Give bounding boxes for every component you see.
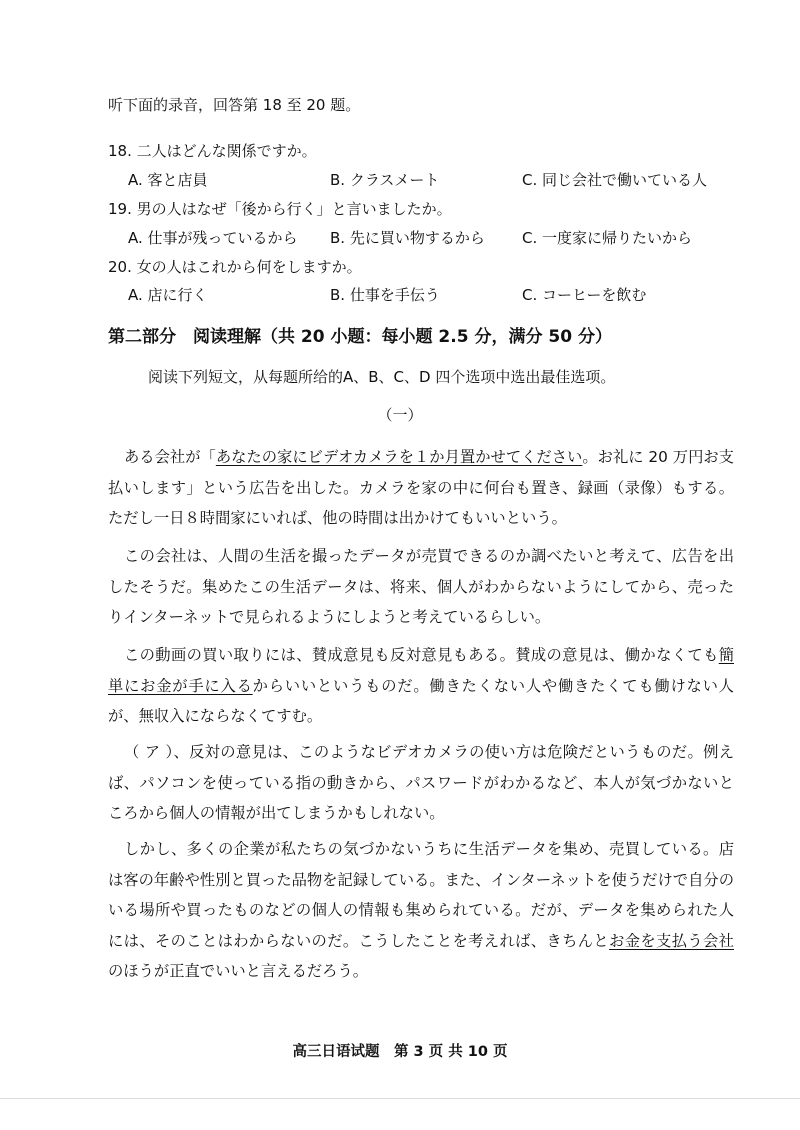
listening-intro: 听下面的录音，回答第 18 至 20 题。 <box>108 96 361 114</box>
paragraph-text: ある会社が「 <box>124 448 216 466</box>
question-20-option-a: A. 店に行く <box>128 286 208 304</box>
question-18-stem: 18. 二人はどんな関係ですか。 <box>108 142 317 160</box>
passage-paragraph-3 <box>108 640 734 732</box>
question-20-stem: 20. 女の人はこれから何をしますか。 <box>108 258 362 276</box>
question-19-option-a: A. 仕事が残っているから <box>128 229 298 247</box>
paragraph-text: からいいというものだ。働きたくない人や働きたくても働けない人が、無収入にならなくてすむ。 <box>108 676 734 725</box>
question-20-option-b: B. 仕事を手伝う <box>330 286 440 304</box>
underlined-phrase: 簡単にお金が手に入る <box>108 646 734 695</box>
underlined-phrase: あなたの家にビデオカメラを１か月置かせてください <box>215 448 583 466</box>
paragraph-text: 。お礼に 20 万円お支払いします」という広告を出した。カメラを家の中に何台も置き、録画（录像）もする。ただし一日８時間家にいれば、他の時間は出かけてもいいという。 <box>108 448 734 527</box>
page-footer: 高三日语试题 第 3 页 共 10 页 <box>292 1044 508 1060</box>
passage-paragraph-4 <box>108 737 734 829</box>
paragraph-text: この会社は、人間の生活を撮ったデータが売買できるのか調べたいと考えて、広告を出したそうだ。集めたこの生活データは、将来、個人がわからないようにしてから、売ったりインターネットで見られるようにしようと考えているらしい。 <box>108 547 734 626</box>
paragraph-text: のほうが正直でいいと言えるだろう。 <box>108 962 369 980</box>
question-18-option-c: C. 同じ会社で働いている人 <box>522 171 708 189</box>
section-title: 第二部分 阅读理解（共 20 小题：每小题 2.5 分，满分 50 分） <box>108 327 612 347</box>
passage-number: （一） <box>377 406 423 424</box>
question-18-option-b: B. クラスメート <box>330 171 440 189</box>
passage-paragraph-5 <box>108 834 734 987</box>
passage-paragraph-2 <box>108 541 734 633</box>
question-18-option-a: A. 客と店員 <box>128 171 208 189</box>
question-19-option-b: B. 先に買い物するから <box>330 229 485 247</box>
question-19-stem: 19. 男の人はなぜ「後から行く」と言いましたか。 <box>108 200 452 218</box>
paragraph-text: この動画の買い取りには、賛成意見も反対意見もある。賛成の意見は、働かなくても <box>124 646 719 664</box>
passage-paragraph-1 <box>108 442 734 534</box>
reading-instruction: 阅读下列短文，从每题所给的A、B、C、D 四个选项中选出最佳选项。 <box>148 368 616 386</box>
paragraph-text: しかし、多くの企業が私たちの気づかないうちに生活データを集め、売買している。店は客の年齢や性別と買った品物を記録している。また、インターネットを使うだけで自分のいる場所や買ったものなどの個人の情報も集められている。だが、データを集められた人には、そのことはわからないのだ。こうしたことを考えれば、きちんと <box>108 840 734 950</box>
paragraph-text: （ ア ）、反対の意見は、このようなビデオカメラの使い方は危険だというものだ。例えば、パソコンを使っている指の動きから、パスワードがわかるなど、本人が気づかないところから個人の情報が出てしまうかもしれない。 <box>108 743 734 822</box>
underlined-phrase: お金を支払う会社 <box>609 931 734 950</box>
question-19-option-c: C. 一度家に帰りたいから <box>522 229 693 247</box>
question-20-option-c: C. コーヒーを飲む <box>522 286 647 304</box>
page-bottom-rule <box>0 1098 800 1099</box>
